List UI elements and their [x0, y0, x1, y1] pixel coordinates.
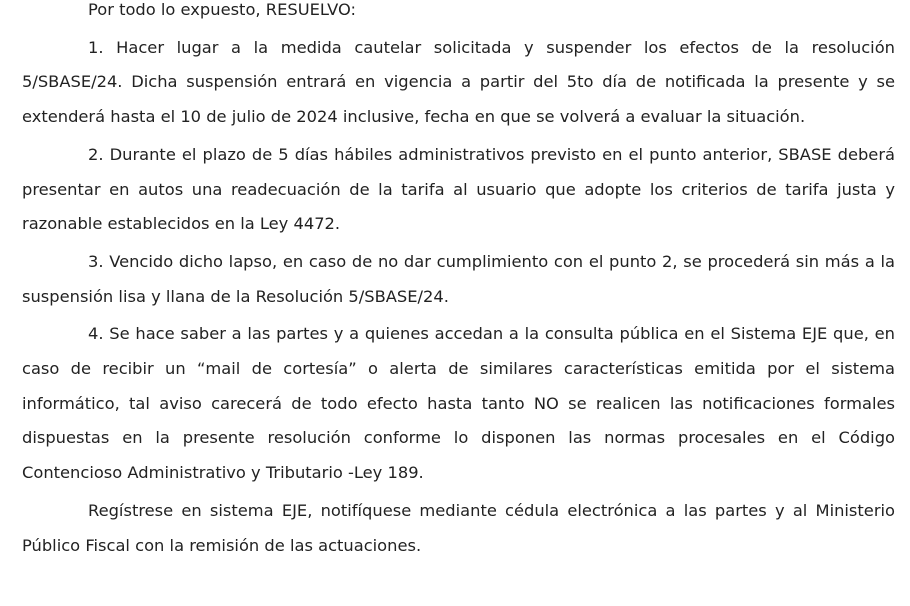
resolution-heading: Por todo lo expuesto, RESUELVO: — [88, 0, 357, 19]
paragraph-2: 2. Durante el plazo de 5 días hábiles administrativos previsto en el punto anterior, SBASE deberá presentar en autos una readecuación de la tarifa al usuario que adopte los criterios de tarifa justa y razonable establecidos en la Ley 4472. — [22, 144, 895, 234]
paragraph-closing: Regístrese en sistema EJE, notifíquese mediante cédula electrónica a las partes y al Ministerio Público Fiscal con la remisión de las actuaciones. — [22, 500, 895, 555]
paragraph-3: 3. Vencido dicho lapso, en caso de no dar cumplimiento con el punto 2, se procederá sin más a la suspensión lisa y llana de la Resolución 5/SBASE/24. — [22, 251, 895, 306]
paragraph-4: 4. Se hace saber a las partes y a quienes accedan a la consulta pública en el Sistema EJE que, en caso de recibir un “mail de cortesía” o alerta de similares características emitida por el sistema informático, tal aviso carecerá de todo efecto hasta tanto NO se realicen las notificaciones formales dispuestas en la presente resolución conforme lo disponen las normas procesales en el Código Contencioso Administrativo y Tributario -Ley 189. — [22, 324, 895, 483]
paragraph-1: 1. Hacer lugar a la medida cautelar solicitada y suspender los efectos de la resolución 5/SBASE/24. Dicha suspensión entrará en vigencia a partir del 5to día de notificada la presente y se extenderá hasta el 10 de julio de 2024 inclusive, fecha en que se volverá a evaluar la situación. — [22, 37, 895, 127]
